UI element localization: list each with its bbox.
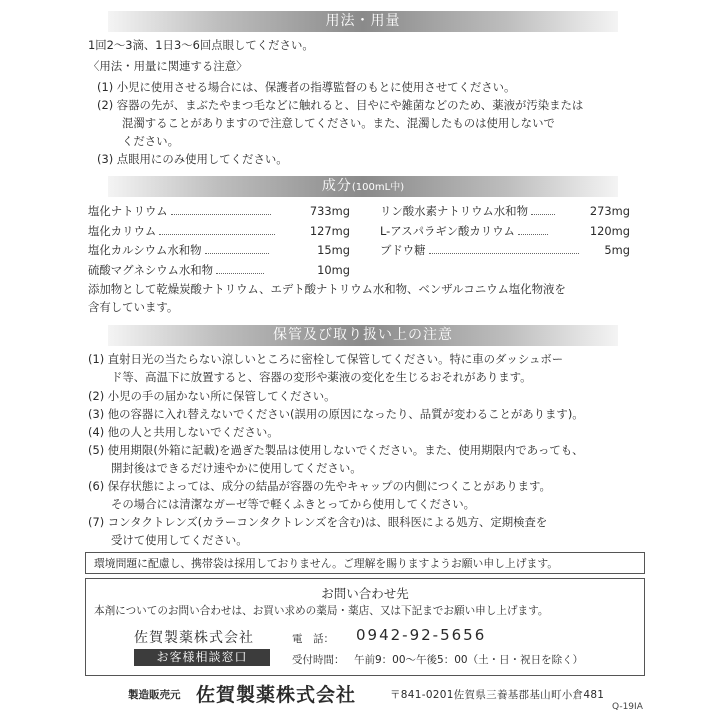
- contact-intro: 本剤についてのお問い合わせは、お買い求めの薬局・薬店、又は下記までお願い申し上げます。: [94, 605, 549, 617]
- usage-note-line: (2) 容器の先が、まぶたやまつ毛などに触れると、目やにや雑菌などのため、薬液が汚染または: [97, 98, 584, 112]
- leader-dots: [205, 245, 269, 254]
- ingredient-amount: 273mg: [589, 204, 630, 218]
- phone-number[interactable]: 0942-92-5656: [356, 626, 487, 644]
- usage-title: 用法・用量: [325, 13, 401, 29]
- contact-title: お問い合わせ先: [321, 586, 409, 601]
- additives-line: 添加物として乾燥炭酸ナトリウム、エデト酸ナトリウム水和物、ベンザルコニウム塩化物液を: [88, 282, 566, 296]
- environment-notice: 環境問題に配慮し、携帯袋は採用しておりません。ご理解を賜りますようお願い申し上げます。: [94, 557, 559, 570]
- usage-notes-title: 〈用法・用量に関連する注意〉: [88, 59, 248, 73]
- ingredients-title-main: 成分: [321, 178, 352, 194]
- maker-name: 佐賀製薬株式会社: [196, 684, 357, 706]
- ingredient-amount: 15mg: [317, 243, 350, 257]
- leader-dots: [518, 226, 548, 235]
- ingredient-amount: 10mg: [317, 263, 350, 277]
- storage-line: (7) コンタクトレンズ(カラーコンタクトレンズを含む)は、眼科医による処方、定期検査を: [88, 515, 548, 529]
- storage-header-band: [108, 325, 618, 346]
- contact-box: [85, 578, 645, 676]
- leader-dots: [531, 206, 555, 215]
- ingredient-amount: 733mg: [309, 204, 350, 218]
- ingredients-title-sub: (100mL中): [351, 182, 405, 193]
- leader-dots: [159, 226, 275, 235]
- maker-address: 〒841-0201佐賀県三養基郡基山町小倉481: [390, 689, 605, 701]
- usage-note-line: 混濁することがありますので注意してください。また、混濁したものは使用しないで: [122, 116, 555, 130]
- environment-notice-box: [85, 552, 645, 574]
- customer-counter-label: お客様相談窓口: [134, 649, 270, 666]
- usage-note-line: (3) 点眼用にのみ使用してください。: [97, 152, 288, 166]
- storage-line: (1) 直射日光の当たらない涼しいところに密栓して保管してください。特に車のダッシュボー: [88, 352, 564, 366]
- maker-label: 製造販売元: [128, 689, 181, 701]
- ingredient-name: 塩化カルシウム水和物: [88, 243, 202, 257]
- ingredient-row: [88, 263, 350, 278]
- leader-dots: [216, 265, 264, 274]
- ingredient-name: 硫酸マグネシウム水和物: [88, 263, 214, 277]
- ingredients-title: [108, 176, 618, 198]
- ingredient-name: L-アスパラギン酸カリウム: [380, 224, 515, 238]
- ingredient-row: [380, 243, 630, 258]
- contact-company: 佐賀製薬株式会社: [134, 630, 254, 646]
- ingredient-row: [88, 224, 350, 239]
- ingredient-name: 塩化ナトリウム: [88, 204, 168, 218]
- usage-note-line: (1) 小児に使用させる場合には、保護者の指導監督のもとに使用させてください。: [97, 80, 516, 94]
- ingredient-row: [380, 224, 630, 239]
- storage-line: (4) 他の人と共用しないでください。: [88, 425, 279, 439]
- ingredient-amount: 5mg: [604, 243, 630, 257]
- phone-label: 電 話：: [292, 633, 334, 645]
- storage-line: その場合には清潔なガーゼ等で軽くふきとってから使用してください。: [111, 497, 476, 511]
- storage-line: 開封後はできるだけ速やかに使用してください。: [111, 461, 362, 475]
- storage-title: 保管及び取り扱い上の注意: [273, 327, 453, 343]
- leader-dots: [171, 206, 271, 215]
- storage-line: (6) 保存状態によっては、成分の結晶が容器の先やキャップの内側につくことがあります。: [88, 479, 551, 493]
- leader-dots: [429, 245, 579, 254]
- ingredient-row: [380, 204, 630, 219]
- storage-line: (5) 使用期限(外箱に記載)を過ぎた製品は使用しないでください。また、使用期限内であっても、: [88, 443, 584, 457]
- usage-note-line: ください。: [122, 134, 179, 148]
- ingredients-header-band: [108, 176, 618, 197]
- storage-line: (3) 他の容器に入れ替えないでください(誤用の原因になったり、品質が変わることがあります)。: [88, 407, 584, 421]
- usage-dosage: 1回2〜3滴、1日3〜6回点眼してください。: [88, 38, 314, 52]
- usage-header-band: [108, 11, 618, 32]
- ingredient-amount: 127mg: [309, 224, 350, 238]
- ingredient-name: 塩化カリウム: [88, 224, 157, 238]
- additives-line: 含有しています。: [88, 300, 179, 314]
- ingredient-name: ブドウ糖: [380, 243, 426, 257]
- hours-label: 受付時間：: [292, 654, 345, 666]
- storage-line: 受けて使用してください。: [111, 533, 248, 547]
- product-code: Q-19IA: [612, 702, 643, 712]
- ingredient-name: リン酸水素ナトリウム水和物: [380, 204, 528, 218]
- storage-line: ド等、高温下に放置すると、容器の変形や薬液の変化を生じるおそれがあります。: [111, 370, 532, 384]
- storage-line: (2) 小児の手の届かない所に保管してください。: [88, 389, 336, 403]
- ingredient-row: [88, 243, 350, 258]
- reception-hours: 午前9：00〜午後5：00（土・日・祝日を除く）: [354, 654, 584, 666]
- ingredient-amount: 120mg: [589, 224, 630, 238]
- ingredient-row: [88, 204, 350, 219]
